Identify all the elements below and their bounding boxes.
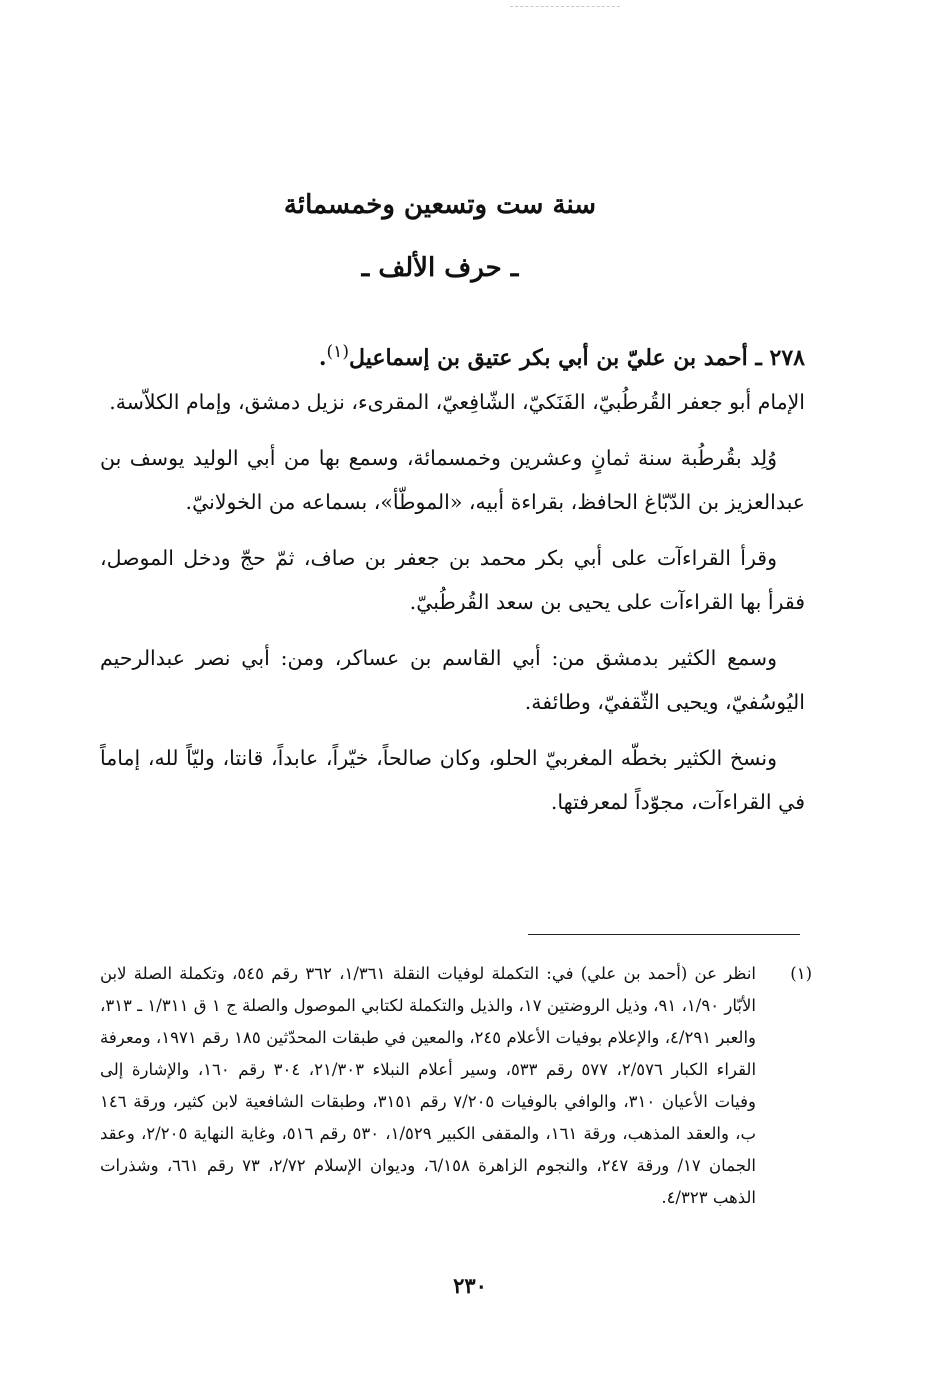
footnote-separator <box>528 934 800 935</box>
paragraph: وسمع الكثير بدمشق من: أبي القاسم بن عساكر، ومن: أبي نصر عبدالرحيم اليُوسُفيّ، ويحيى الثّقفيّ، وطائفة. <box>100 645 805 714</box>
paragraph: الإمام أبو جعفر القُرطُبيّ، الفَنَكيّ، الشّافِعيّ، المقرىء، نزيل دمشق، وإمام الكلاّسة. <box>109 389 805 414</box>
year-heading: سنة ست وتسعين وخمسمائة <box>283 190 597 220</box>
entry-title: ٢٧٨ ـ أحمد بن عليّ بن أبي بكر عتيق بن إسماعيل <box>349 344 805 371</box>
paragraph: ونسخ الكثير بخطّه المغربيّ الحلو، وكان صالحاً، خيّراً، عابداً، قانتا، وليّاً لله، إماماً في القراءآت، مجوّداً لمعرفتها. <box>100 745 805 814</box>
section-heading: ـ حرف الألف ـ <box>361 253 519 283</box>
page-number: ٢٣٠ <box>453 1273 487 1298</box>
scan-artifact-line <box>510 6 620 7</box>
footnote-text: انظر عن (أحمد بن علي) في: التكملة لوفيات النقلة ١/٣٦١، ٣٦٢ رقم ٥٤٥، وتكملة الصلة لابن الأبّار ١/٩٠، ٩١، وذيل الروضتين ١٧، والذيل والتكملة لكتابي الموصول والصلة ج ١ ق ١/٣١١ ـ ٣١٣، والعبر ٤/٢٩١، والإعلام بوفيات الأعلام ٢٤٥، والمعين في طبقات المحدّثين ١٨٥ رقم ١٩٧١، ومعرفة القراء الكبار ٢/٥٧٦، ٥٧٧ رقم ٥٣٣، وسير أعلام النبلاء ٢١/٣٠٣، ٣٠٤ رقم ١٦٠، والإشارة إلى وفيات الأعيان ٣١٠، والوافي بالوفيات ٧/٢٠٥ رقم ٣١٥١، وطبقات الشافعية لابن كثير، ورقة ١٤٦ ب، والعقد المذهب، ورقة ١٦١، والمقفى الكبير ١/٥٢٩، ٥٣٠ رقم ٥١٦، وغاية النهاية ٢/٢٠٥، وعقد الجمان ١٧/ ورقة ٢٤٧، والنجوم الزاهرة ٦/١٥٨، وديوان الإسلام ٢/٧٢، ٧٣ رقم ٦٦١، وشذرات الذهب ٤/٣٢٣. <box>100 964 757 1207</box>
main-text <box>100 330 805 836</box>
entry-heading <box>100 330 805 380</box>
paragraph: وُلِد بقُرطُبة سنة ثمانٍ وعشرين وخمسمائة، وسمع بها من أبي الوليد يوسف بن عبدالعزيز بن الدّبّاغ الحافظ، بقراءة أبيه، «الموطّأ»، بسماعه من الخولانيّ. <box>100 445 805 514</box>
entry-title-end: . <box>318 344 327 371</box>
footnote-number: (١) <box>790 964 812 983</box>
paragraph: وقرأ القراءآت على أبي بكر محمد بن جعفر بن صاف، ثمّ حجّ ودخل الموصل، فقرأ بها القراءآت على يحيى بن سعد القُرطُبيّ. <box>100 545 805 614</box>
footnote <box>100 958 812 1214</box>
footnote-reference: (١) <box>326 342 350 362</box>
